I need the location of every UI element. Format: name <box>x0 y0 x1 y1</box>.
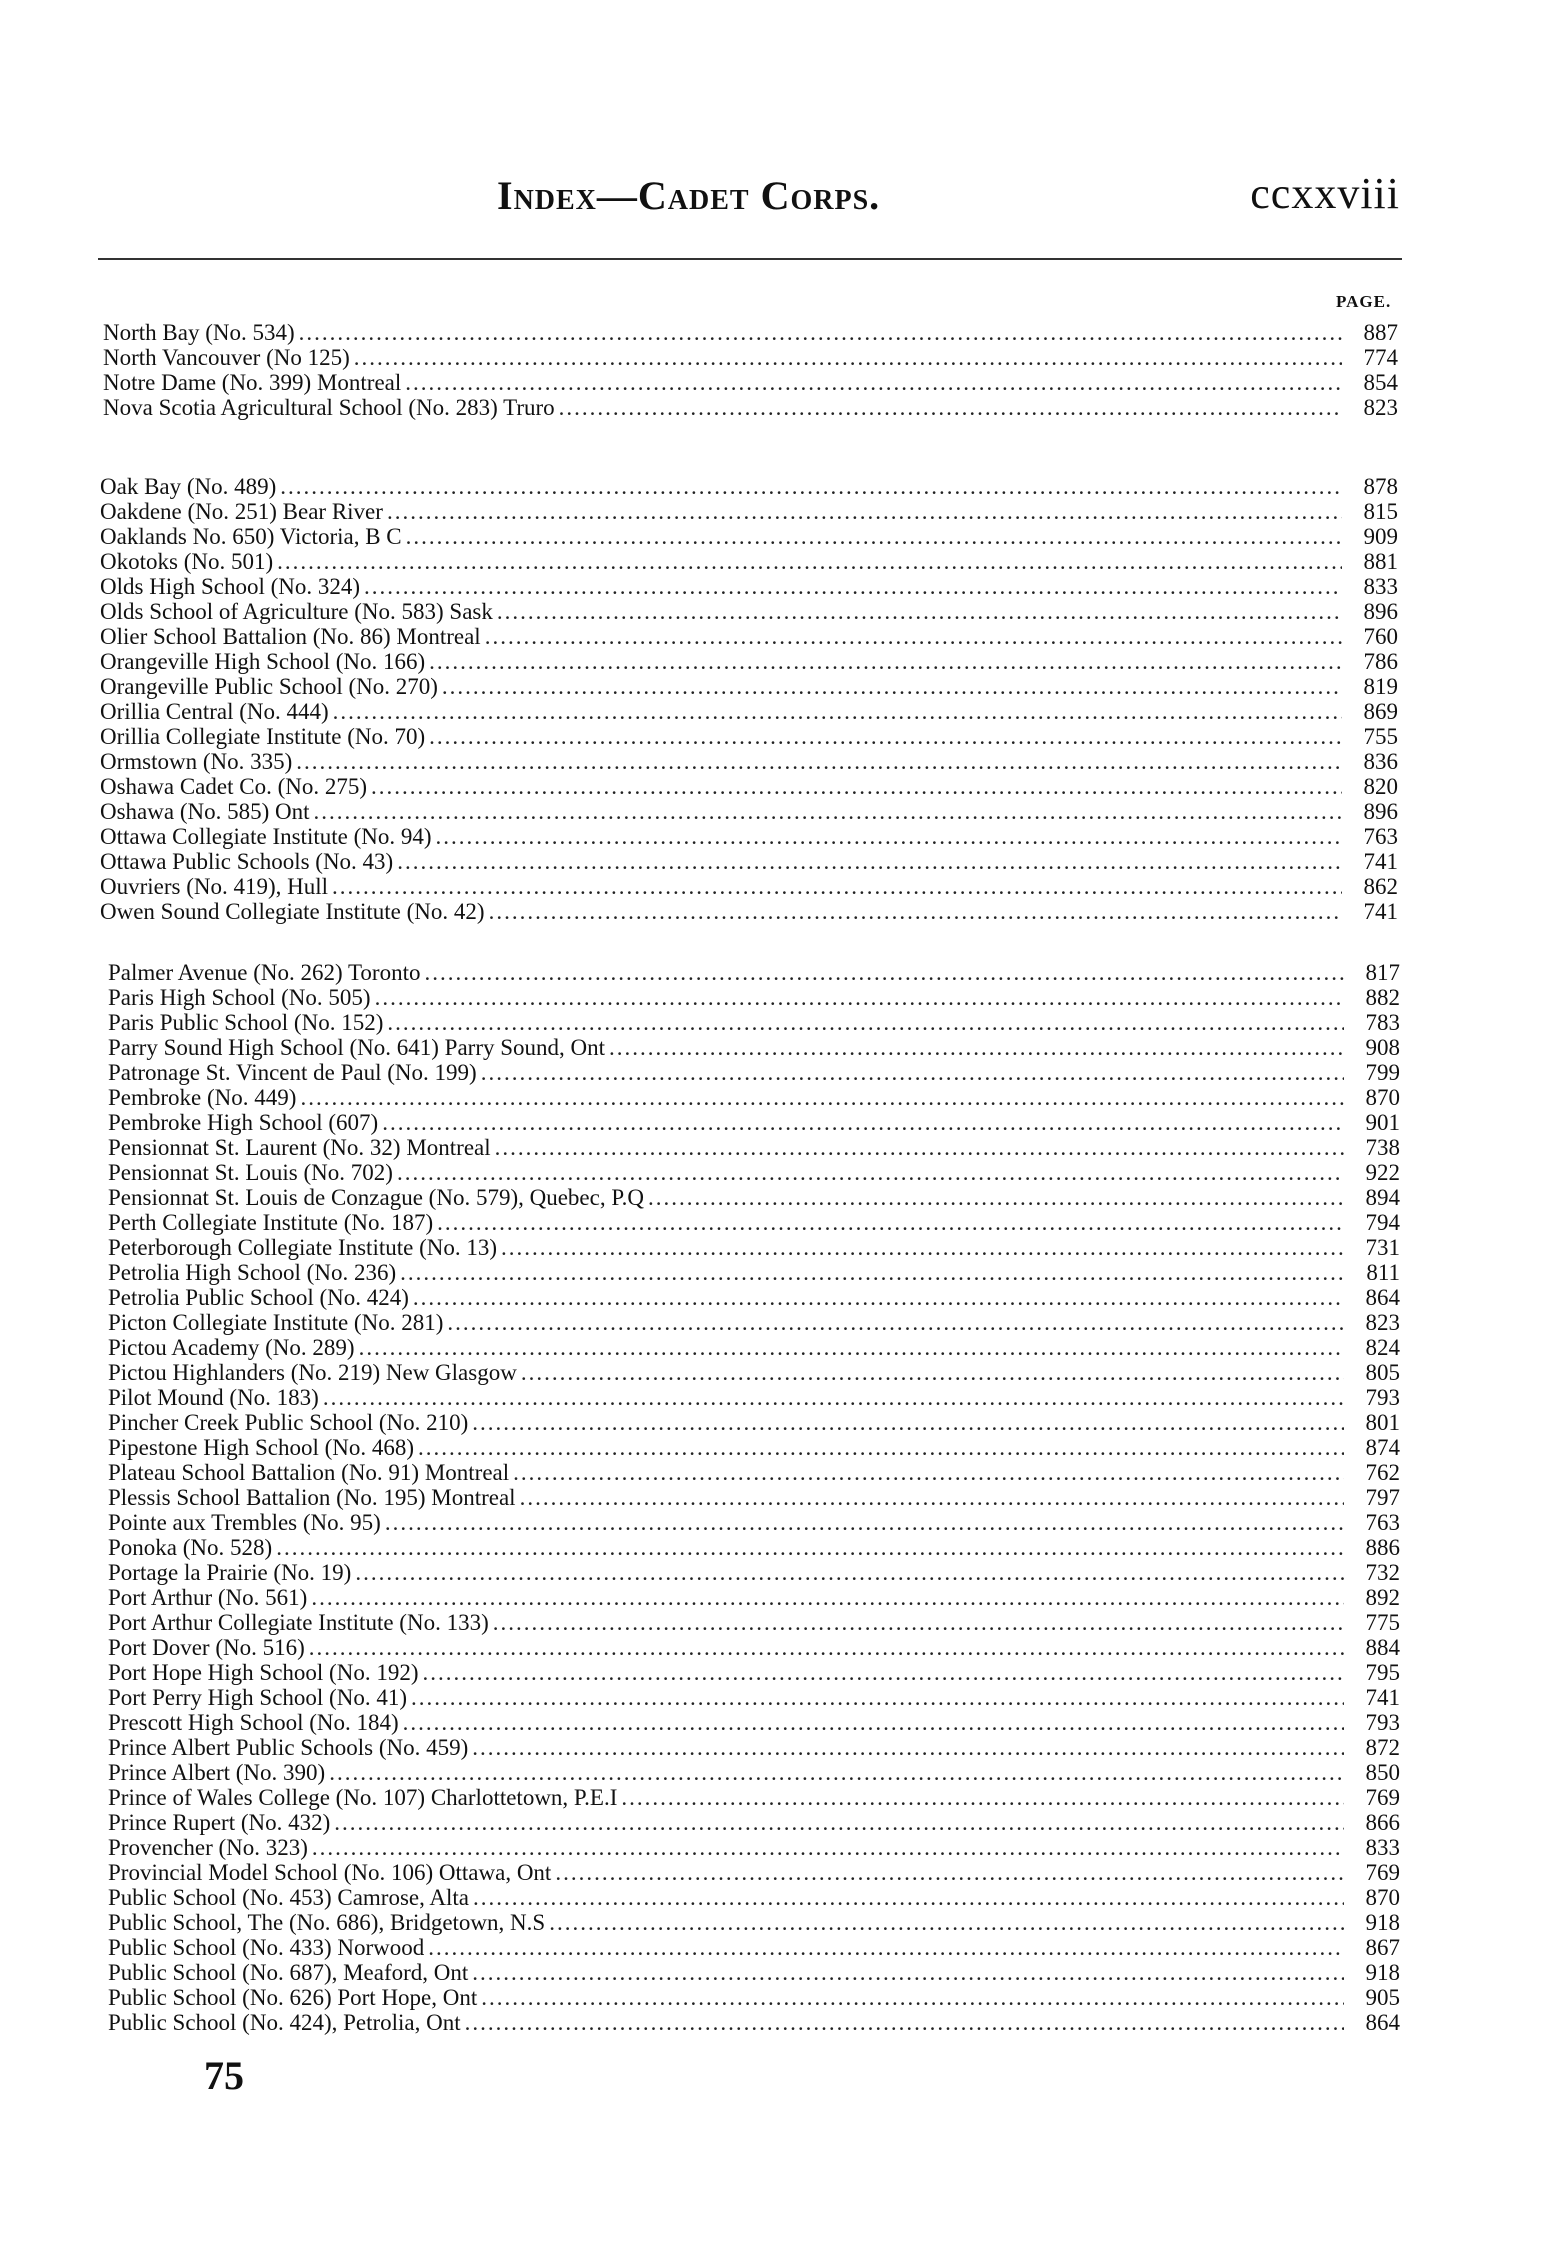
entry-page-number: 870 <box>1365 1085 1400 1110</box>
dot-leader <box>413 1285 1344 1310</box>
index-entry <box>108 1160 1400 1185</box>
dot-leader <box>312 1835 1344 1860</box>
entry-page-number: 763 <box>1365 1510 1400 1535</box>
index-entry <box>100 799 1398 824</box>
index-section-o <box>100 474 1398 924</box>
entry-page-number: 909 <box>1363 524 1398 549</box>
dot-leader <box>334 1810 1344 1835</box>
entry-name: Pembroke (No. 449) <box>108 1085 297 1110</box>
index-entry <box>108 1510 1400 1535</box>
dot-leader <box>397 1160 1344 1185</box>
entry-name: Pensionnat St. Louis (No. 702) <box>108 1160 393 1185</box>
index-entry <box>108 1110 1400 1135</box>
entry-page-number: 833 <box>1365 1835 1400 1860</box>
index-entry <box>103 320 1398 345</box>
entry-name: Public School (No. 687), Meaford, Ont <box>108 1960 469 1985</box>
entry-name: Port Hope High School (No. 192) <box>108 1660 419 1685</box>
entry-page-number: 882 <box>1365 985 1400 1010</box>
dot-leader <box>472 1410 1344 1435</box>
entry-name: Orangeville Public School (No. 270) <box>100 674 438 699</box>
dot-leader <box>429 649 1342 674</box>
index-entry <box>108 1860 1400 1885</box>
entry-page-number: 864 <box>1365 1285 1400 1310</box>
index-entry <box>108 1035 1400 1060</box>
index-entry <box>108 1835 1400 1860</box>
index-entry <box>108 960 1400 985</box>
entry-page-number: 881 <box>1363 549 1398 574</box>
dot-leader <box>555 1860 1344 1885</box>
entry-name: Paris High School (No. 505) <box>108 985 371 1010</box>
entry-name: Oaklands No. 650) Victoria, B C <box>100 524 402 549</box>
entry-page-number: 738 <box>1365 1135 1400 1160</box>
dot-leader <box>472 1735 1344 1760</box>
dot-leader <box>296 749 1342 774</box>
entry-page-number: 918 <box>1365 1960 1400 1985</box>
index-entry <box>100 474 1398 499</box>
index-entry <box>108 1085 1400 1110</box>
dot-leader <box>309 1635 1344 1660</box>
dot-leader <box>323 1385 1344 1410</box>
dot-leader <box>382 1110 1344 1135</box>
entry-page-number: 887 <box>1363 320 1398 345</box>
entry-name: North Vancouver (No 125) <box>103 345 350 370</box>
entry-name: Okotoks (No. 501) <box>100 549 274 574</box>
page-title: Index—Cadet Corps. <box>497 173 881 218</box>
entry-name: Pipestone High School (No. 468) <box>108 1435 415 1460</box>
entry-name: Prince of Wales College (No. 107) Charlottetown, P.E.I <box>108 1785 618 1810</box>
index-entry <box>100 599 1398 624</box>
dot-leader <box>472 1960 1344 1985</box>
index-entry <box>108 985 1400 1010</box>
index-entry <box>108 1735 1400 1760</box>
dot-leader <box>403 1710 1344 1735</box>
index-entry <box>100 624 1398 649</box>
entry-page-number: 908 <box>1365 1035 1400 1060</box>
dot-leader <box>521 1360 1344 1385</box>
dot-leader <box>280 474 1342 499</box>
index-entry <box>108 1960 1400 1985</box>
index-entry <box>108 1760 1400 1785</box>
dot-leader <box>375 985 1344 1010</box>
dot-leader <box>406 524 1342 549</box>
entry-name: Parry Sound High School (No. 641) Parry Sound, Ont <box>108 1035 606 1060</box>
entry-page-number: 918 <box>1365 1910 1400 1935</box>
dot-leader <box>411 1685 1344 1710</box>
entry-name: Pictou Academy (No. 289) <box>108 1335 355 1360</box>
dot-leader <box>418 1435 1344 1460</box>
entry-page-number: 878 <box>1363 474 1398 499</box>
entry-page-number: 874 <box>1365 1435 1400 1460</box>
entry-page-number: 824 <box>1365 1335 1400 1360</box>
entry-name: Oshawa (No. 585) Ont <box>100 799 310 824</box>
page-header <box>0 164 1558 224</box>
entry-page-number: 774 <box>1363 345 1398 370</box>
index-entry <box>108 1060 1400 1085</box>
entry-name: Olds High School (No. 324) <box>100 574 361 599</box>
entry-page-number: 862 <box>1363 874 1398 899</box>
entry-name: Orillia Collegiate Institute (No. 70) <box>100 724 426 749</box>
entry-name: Plateau School Battalion (No. 91) Montreal <box>108 1460 510 1485</box>
index-entry <box>108 1335 1400 1360</box>
entry-name: Provincial Model School (No. 106) Ottawa, Ont <box>108 1860 552 1885</box>
index-entry <box>100 674 1398 699</box>
entry-page-number: 823 <box>1365 1310 1400 1335</box>
entry-name: Pembroke High School (607) <box>108 1110 379 1135</box>
entry-name: Port Arthur Collegiate Institute (No. 133) <box>108 1610 489 1635</box>
folio-number: 75 <box>204 2053 244 2098</box>
entry-name: Oshawa Cadet Co. (No. 275) <box>100 774 368 799</box>
entry-page-number: 922 <box>1365 1160 1400 1185</box>
entry-name: Provencher (No. 323) <box>108 1835 308 1860</box>
entry-page-number: 811 <box>1366 1260 1400 1285</box>
entry-page-number: 901 <box>1365 1110 1400 1135</box>
entry-page-number: 869 <box>1363 699 1398 724</box>
dot-leader <box>359 1335 1344 1360</box>
entry-name: Olds School of Agriculture (No. 583) Sask <box>100 599 493 624</box>
entry-page-number: 760 <box>1363 624 1398 649</box>
index-entry <box>100 899 1398 924</box>
index-entry <box>108 1010 1400 1035</box>
entry-page-number: 794 <box>1365 1210 1400 1235</box>
dot-leader <box>277 549 1342 574</box>
entry-page-number: 801 <box>1365 1410 1400 1435</box>
entry-name: Public School (No. 626) Port Hope, Ont <box>108 1985 478 2010</box>
index-entry <box>108 1910 1400 1935</box>
entry-page-number: 896 <box>1363 599 1398 624</box>
index-entry <box>108 1135 1400 1160</box>
entry-page-number: 741 <box>1363 899 1398 924</box>
entry-page-number: 741 <box>1363 849 1398 874</box>
dot-leader <box>276 1535 1344 1560</box>
entry-name: Prescott High School (No. 184) <box>108 1710 399 1735</box>
entry-page-number: 854 <box>1363 370 1398 395</box>
dot-leader <box>355 1560 1344 1585</box>
entry-name: Public School (No. 453) Camrose, Alta <box>108 1885 469 1910</box>
index-entry <box>100 724 1398 749</box>
entry-page-number: 805 <box>1365 1360 1400 1385</box>
index-entry <box>108 1235 1400 1260</box>
index-entry <box>103 345 1398 370</box>
entry-page-number: 769 <box>1365 1785 1400 1810</box>
entry-name: Orangeville High School (No. 166) <box>100 649 426 674</box>
entry-page-number: 797 <box>1365 1485 1400 1510</box>
dot-leader <box>364 574 1342 599</box>
entry-name: Picton Collegiate Institute (No. 281) <box>108 1310 444 1335</box>
entry-name: Pilot Mound (No. 183) <box>108 1385 319 1410</box>
entry-name: Owen Sound Collegiate Institute (No. 42) <box>100 899 485 924</box>
dot-leader <box>648 1185 1344 1210</box>
entry-name: Paris Public School (No. 152) <box>108 1010 384 1035</box>
entry-name: Petrolia High School (No. 236) <box>108 1260 397 1285</box>
index-entry <box>108 1885 1400 1910</box>
entry-name: Notre Dame (No. 399) Montreal <box>103 370 402 395</box>
index-entry <box>108 1785 1400 1810</box>
index-entry <box>100 574 1398 599</box>
index-entry <box>108 1410 1400 1435</box>
entry-name: Nova Scotia Agricultural School (No. 283) Truro <box>103 395 555 420</box>
entry-name: Perth Collegiate Institute (No. 187) <box>108 1210 434 1235</box>
entry-name: Prince Albert (No. 390) <box>108 1760 326 1785</box>
dot-leader <box>481 1985 1344 2010</box>
index-entry <box>108 1485 1400 1510</box>
dot-leader <box>429 724 1342 749</box>
entry-page-number: 894 <box>1365 1185 1400 1210</box>
entry-name: Prince Albert Public Schools (No. 459) <box>108 1735 469 1760</box>
index-entry <box>108 1210 1400 1235</box>
entry-page-number: 896 <box>1363 799 1398 824</box>
dot-leader <box>520 1485 1344 1510</box>
dot-leader <box>559 395 1342 420</box>
entry-page-number: 783 <box>1365 1010 1400 1035</box>
entry-name: Pensionnat St. Louis de Conzague (No. 579), Quebec, P.Q <box>108 1185 644 1210</box>
entry-name: Ponoka (No. 528) <box>108 1535 273 1560</box>
dot-leader <box>300 1085 1344 1110</box>
index-entry <box>100 774 1398 799</box>
dot-leader <box>311 1585 1344 1610</box>
entry-page-number: 886 <box>1365 1535 1400 1560</box>
entry-name: Patronage St. Vincent de Paul (No. 199) <box>108 1060 477 1085</box>
dot-leader <box>485 624 1342 649</box>
entry-page-number: 864 <box>1365 2010 1400 2035</box>
header-rule <box>98 258 1402 260</box>
entry-page-number: 817 <box>1365 960 1400 985</box>
entry-name: Ottawa Collegiate Institute (No. 94) <box>100 824 432 849</box>
dot-leader <box>422 1660 1344 1685</box>
entry-name: Oak Bay (No. 489) <box>100 474 277 499</box>
entry-page-number: 836 <box>1363 749 1398 774</box>
index-entry <box>108 1535 1400 1560</box>
dot-leader <box>495 1135 1344 1160</box>
dot-leader <box>437 1210 1344 1235</box>
entry-page-number: 833 <box>1363 574 1398 599</box>
entry-name: Public School, The (No. 686), Bridgetown, N.S <box>108 1910 546 1935</box>
dot-leader <box>513 1460 1344 1485</box>
index-entry <box>100 524 1398 549</box>
index-entry <box>108 1985 1400 2010</box>
index-entry <box>100 499 1398 524</box>
dot-leader <box>497 599 1342 624</box>
dot-leader <box>424 960 1344 985</box>
index-entry <box>108 1810 1400 1835</box>
entry-page-number: 870 <box>1365 1885 1400 1910</box>
index-section-n <box>103 320 1398 420</box>
dot-leader <box>314 799 1342 824</box>
dot-leader <box>397 849 1342 874</box>
entry-name: Port Dover (No. 516) <box>108 1635 305 1660</box>
entry-name: Oakdene (No. 251) Bear River <box>100 499 383 524</box>
dot-leader <box>332 874 1342 899</box>
index-entry <box>108 1310 1400 1335</box>
dot-leader <box>442 674 1342 699</box>
entry-name: North Bay (No. 534) <box>103 320 295 345</box>
index-entry <box>108 1285 1400 1310</box>
entry-page-number: 763 <box>1363 824 1398 849</box>
dot-leader <box>473 1885 1344 1910</box>
index-entry <box>108 1360 1400 1385</box>
dot-leader <box>333 699 1342 724</box>
entry-name: Public School (No. 424), Petrolia, Ont <box>108 2010 461 2035</box>
dot-leader <box>405 370 1342 395</box>
entry-name: Pincher Creek Public School (No. 210) <box>108 1410 469 1435</box>
index-entry <box>108 1185 1400 1210</box>
entry-name: Port Arthur (No. 561) <box>108 1585 308 1610</box>
entry-page-number: 815 <box>1363 499 1398 524</box>
index-entry <box>108 1635 1400 1660</box>
index-entry <box>108 1710 1400 1735</box>
entry-name: Ottawa Public Schools (No. 43) <box>100 849 394 874</box>
dot-leader <box>400 1260 1344 1285</box>
index-entry <box>108 1585 1400 1610</box>
dot-leader <box>354 345 1342 370</box>
entry-page-number: 867 <box>1365 1935 1400 1960</box>
dot-leader <box>481 1060 1344 1085</box>
dot-leader <box>385 1510 1344 1535</box>
entry-name: Olier School Battalion (No. 86) Montreal <box>100 624 481 649</box>
entry-page-number: 872 <box>1365 1735 1400 1760</box>
dot-leader <box>621 1785 1344 1810</box>
index-entry <box>108 1660 1400 1685</box>
entry-name: Port Perry High School (No. 41) <box>108 1685 407 1710</box>
entry-name: Portage la Prairie (No. 19) <box>108 1560 352 1585</box>
entry-page-number: 793 <box>1365 1710 1400 1735</box>
entry-name: Orillia Central (No. 444) <box>100 699 329 724</box>
entry-name: Ormstown (No. 335) <box>100 749 293 774</box>
dot-leader <box>609 1035 1344 1060</box>
dot-leader <box>387 1010 1344 1035</box>
index-entry <box>108 1935 1400 1960</box>
entry-name: Petrolia Public School (No. 424) <box>108 1285 409 1310</box>
entry-page-number: 866 <box>1365 1810 1400 1835</box>
entry-page-number: 850 <box>1365 1760 1400 1785</box>
index-entry <box>108 1610 1400 1635</box>
entry-name: Prince Rupert (No. 432) <box>108 1810 331 1835</box>
index-entry <box>100 649 1398 674</box>
index-entry <box>100 874 1398 899</box>
entry-name: Plessis School Battalion (No. 195) Montreal <box>108 1485 516 1510</box>
index-entry <box>103 395 1398 420</box>
index-entry <box>108 1560 1400 1585</box>
dot-leader <box>329 1760 1344 1785</box>
index-entry <box>108 1385 1400 1410</box>
roman-page-number: ccxxviii <box>1250 169 1400 218</box>
entry-page-number: 892 <box>1365 1585 1400 1610</box>
entry-page-number: 769 <box>1365 1860 1400 1885</box>
entry-page-number: 775 <box>1365 1610 1400 1635</box>
dot-leader <box>493 1610 1344 1635</box>
index-entry <box>100 849 1398 874</box>
dot-leader <box>387 499 1342 524</box>
entry-page-number: 786 <box>1363 649 1398 674</box>
entry-page-number: 819 <box>1363 674 1398 699</box>
dot-leader <box>299 320 1342 345</box>
dot-leader <box>428 1935 1344 1960</box>
entry-name: Pensionnat St. Laurent (No. 32) Montreal <box>108 1135 491 1160</box>
entry-name: Pointe aux Trembles (No. 95) <box>108 1510 381 1535</box>
dot-leader <box>489 899 1342 924</box>
entry-page-number: 732 <box>1365 1560 1400 1585</box>
dot-leader <box>501 1235 1344 1260</box>
entry-name: Peterborough Collegiate Institute (No. 13) <box>108 1235 498 1260</box>
entry-name: Pictou Highlanders (No. 219) New Glasgow <box>108 1360 517 1385</box>
page-column-heading: PAGE. <box>1336 292 1392 311</box>
dot-leader <box>465 2010 1344 2035</box>
dot-leader <box>436 824 1342 849</box>
index-entry <box>100 699 1398 724</box>
entry-page-number: 799 <box>1365 1060 1400 1085</box>
index-entry <box>100 749 1398 774</box>
entry-name: Ouvriers (No. 419), Hull <box>100 874 329 899</box>
index-section-p <box>108 960 1400 2035</box>
entry-page-number: 905 <box>1365 1985 1400 2010</box>
entry-page-number: 795 <box>1365 1660 1400 1685</box>
dot-leader <box>447 1310 1344 1335</box>
index-entry <box>108 1435 1400 1460</box>
entry-page-number: 755 <box>1363 724 1398 749</box>
index-entry <box>100 824 1398 849</box>
entry-page-number: 741 <box>1365 1685 1400 1710</box>
index-entry <box>103 370 1398 395</box>
index-entry <box>108 2010 1400 2035</box>
index-entry <box>108 1460 1400 1485</box>
index-entry <box>108 1685 1400 1710</box>
entry-page-number: 823 <box>1363 395 1398 420</box>
entry-page-number: 762 <box>1365 1460 1400 1485</box>
dot-leader <box>371 774 1342 799</box>
entry-page-number: 884 <box>1365 1635 1400 1660</box>
entry-page-number: 793 <box>1365 1385 1400 1410</box>
entry-page-number: 731 <box>1365 1235 1400 1260</box>
dot-leader <box>549 1910 1344 1935</box>
entry-name: Palmer Avenue (No. 262) Toronto <box>108 960 421 985</box>
index-entry <box>100 549 1398 574</box>
entry-name: Public School (No. 433) Norwood <box>108 1935 425 1960</box>
entry-page-number: 820 <box>1363 774 1398 799</box>
index-entry <box>108 1260 1400 1285</box>
